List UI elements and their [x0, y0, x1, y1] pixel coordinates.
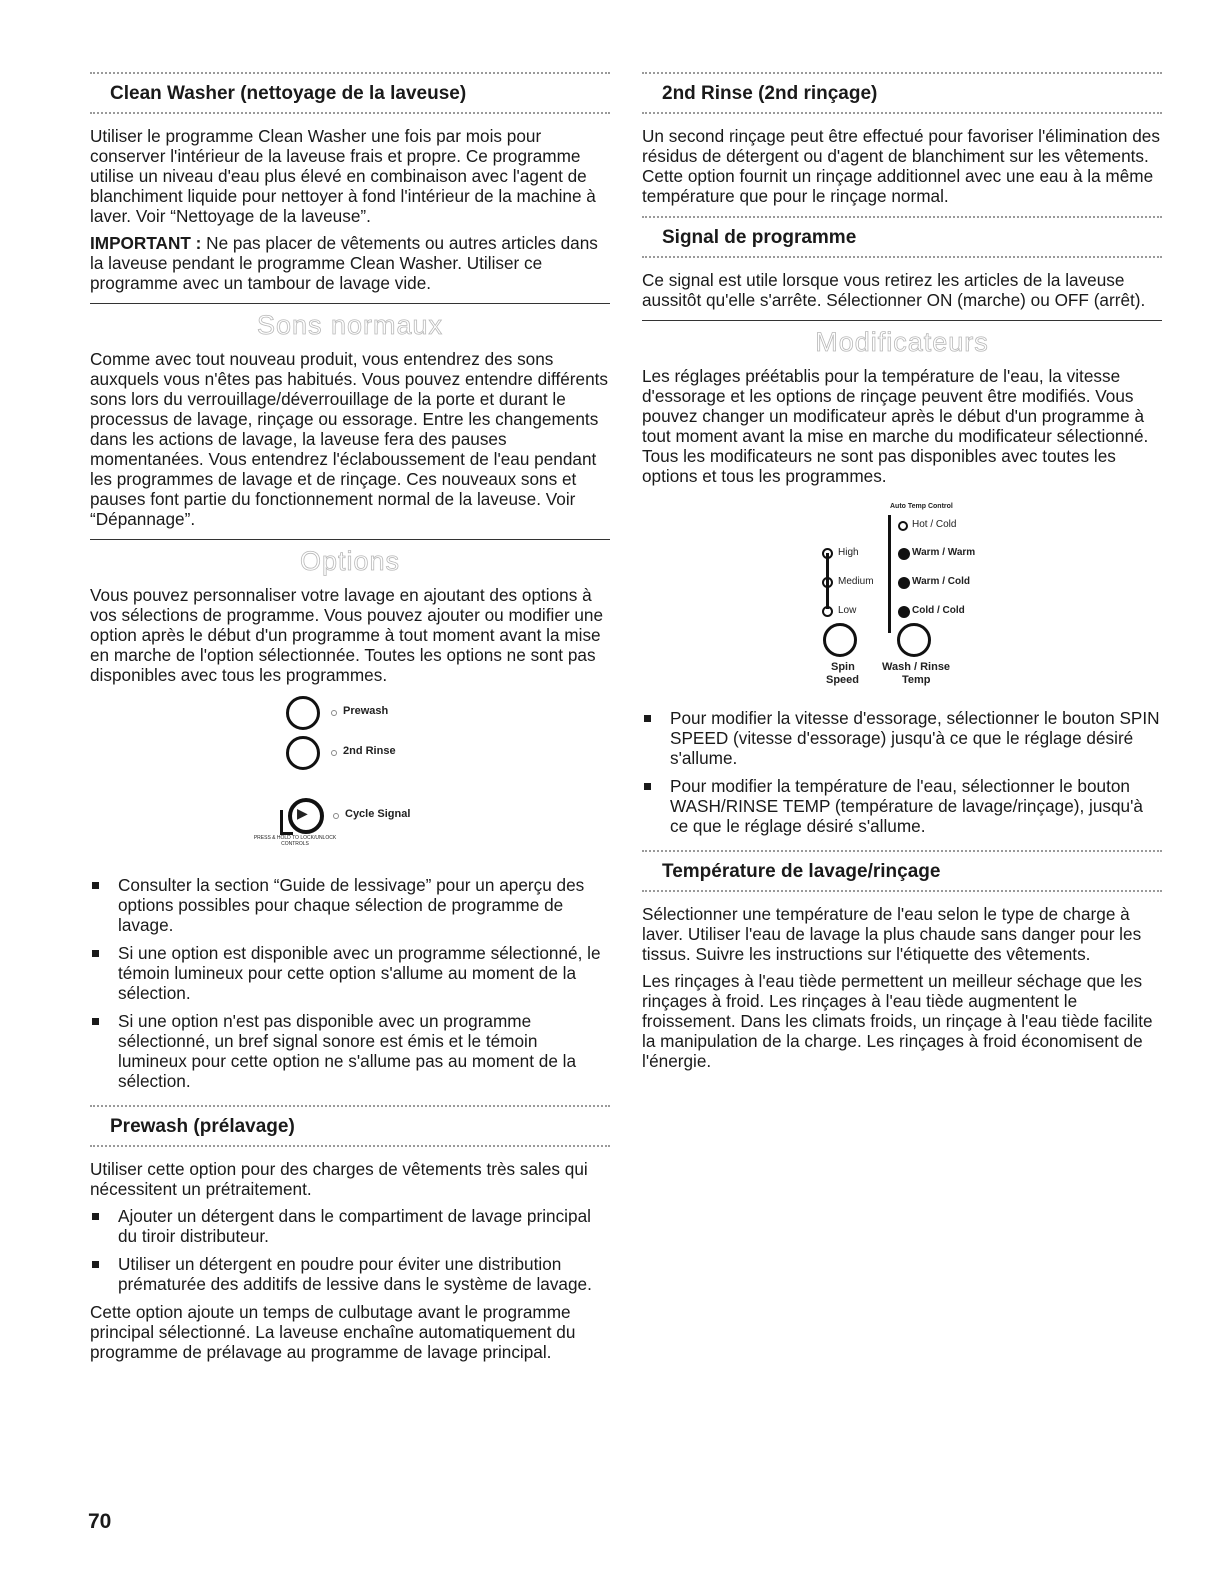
prewash-label: Prewash	[343, 705, 389, 717]
speaker-icon: ▶	[297, 805, 308, 821]
hot-cold-label: Hot / Cold	[912, 519, 957, 530]
bullet-icon	[92, 882, 99, 889]
left-column	[90, 72, 610, 1369]
medium-label: Medium	[838, 576, 874, 587]
lock-bracket-icon	[280, 810, 293, 835]
spin-label: Spin	[831, 661, 855, 673]
list-item	[90, 1254, 610, 1294]
warm-cold-label: Warm / Cold	[912, 576, 970, 587]
section-divider	[90, 539, 610, 540]
cold-cold-indicator-icon	[898, 606, 910, 618]
wash-rinse-label: Wash / Rinse	[882, 661, 951, 673]
prewash-text: Utiliser cette option pour des charges de vêtements très sales qui nécessitent un prétraitement.	[90, 1159, 588, 1199]
signal-text: Ce signal est utile lorsque vous retirez les articles de la laveuse aussitôt qu'elle s'arrête. Sélectionner ON (marche) ou OFF (arrêt).	[642, 270, 1146, 310]
high-indicator-icon	[822, 548, 833, 559]
low-indicator-icon	[822, 606, 833, 617]
bullet-icon	[644, 783, 651, 790]
list-item-text: Si une option est disponible avec un programme sélectionné, le témoin lumineux pour cette option s'allume au moment de la sélection.	[118, 943, 601, 1003]
prewash-indicator-icon	[331, 710, 337, 716]
dotted-rule	[642, 112, 1162, 114]
hot-cold-indicator-icon	[898, 521, 908, 531]
medium-indicator-icon	[822, 577, 833, 588]
low-label: Low	[838, 605, 857, 616]
clean-washer-heading: Clean Washer (nettoyage de la laveuse)	[110, 83, 467, 104]
temperature-text: Sélectionner une température de l'eau selon le type de charge à laver. Utiliser l'eau de lavage la plus chaude sans danger pour les tissus. Suivre les instructions sur l'étiquette des vêtements.	[642, 904, 1142, 964]
prewash-bullet-list	[90, 1206, 610, 1294]
spin-speed-button-icon	[823, 623, 857, 657]
dotted-rule	[642, 890, 1162, 892]
bullet-icon	[92, 950, 99, 957]
speed-label: Speed	[826, 674, 860, 686]
modifiers-panel-figure	[642, 493, 1162, 698]
auto-temp-label: Auto Temp Control	[890, 503, 953, 510]
second-rinse-indicator-icon	[331, 750, 337, 756]
high-label: High	[838, 547, 859, 558]
second-rinse-text: Un second rinçage peut être effectué pour favoriser l'élimination des résidus de détergent ou d'agent de blanchiment sur les vêtements. Cette option fournit un rinçage additionnel avec une eau à la même température que pour le rinçage normal.	[642, 126, 1160, 206]
sons-normaux-title: Sons normaux	[256, 310, 444, 340]
bullet-icon	[92, 1018, 99, 1025]
modificateurs-title: Modificateurs	[815, 327, 989, 357]
dotted-rule	[642, 256, 1162, 258]
options-text: Vous pouvez personnaliser votre lavage en ajoutant des options à vos sélections de programme. Vous pouvez ajouter ou modifier une option après le début d'un programme à tout moment avant la mise en marche de l'option sélectionnée. Toutes les options ne sont pas disponibles avec tous les programmes.	[90, 585, 604, 685]
wash-rinse-temp-button-icon	[897, 623, 931, 657]
lock-controls-caption: PRESS & HOLD TO LOCK/UNLOCK CONTROLS	[253, 835, 337, 847]
options-title: Options	[299, 546, 401, 576]
list-item	[90, 875, 610, 935]
page-number: 70	[88, 1510, 112, 1533]
prewash-text-2: Cette option ajoute un temps de culbutage avant le programme principal sélectionné. La laveuse enchaîne automatiquement du programme de prélavage au programme de lavage principal.	[90, 1302, 576, 1362]
prewash-heading: Prewash (prélavage)	[110, 1116, 295, 1137]
list-item	[90, 1206, 610, 1246]
list-item-text: Consulter la section “Guide de lessivage” pour un aperçu des options possibles pour chaque sélection de programme de lavage.	[118, 875, 585, 935]
options-panel-figure	[90, 692, 610, 867]
modifiers-bullet-list	[642, 708, 1162, 836]
cycle-signal-label: Cycle Signal	[345, 808, 411, 820]
second-rinse-heading: 2nd Rinse (2nd rinçage)	[662, 83, 878, 104]
list-item	[642, 776, 1162, 836]
second-rinse-button-icon	[286, 736, 320, 770]
dotted-rule	[90, 112, 610, 114]
bullet-icon	[92, 1213, 99, 1220]
section-divider	[90, 303, 610, 304]
list-item-text: Utiliser un détergent en poudre pour éviter une distribution prématurée des additifs de lessive dans le système de lavage.	[118, 1254, 592, 1294]
important-label: IMPORTANT :	[90, 233, 202, 253]
warm-warm-indicator-icon	[898, 548, 910, 560]
cycle-signal-indicator-icon	[333, 813, 339, 819]
temperature-heading: Température de lavage/rinçage	[662, 861, 941, 882]
dotted-rule	[90, 1145, 610, 1147]
list-item-text: Ajouter un détergent dans le compartiment de lavage principal du tiroir distributeur.	[118, 1206, 591, 1246]
temp-label: Temp	[902, 674, 931, 686]
list-item	[90, 1011, 610, 1091]
temp-connector-line	[888, 515, 891, 633]
bullet-icon	[644, 715, 651, 722]
list-item	[90, 943, 610, 1003]
second-rinse-label: 2nd Rinse	[343, 745, 396, 757]
cold-cold-label: Cold / Cold	[912, 605, 965, 616]
important-note	[90, 233, 610, 293]
clean-washer-text: Utiliser le programme Clean Washer une fois par mois pour conserver l'intérieur de la laveuse frais et propre. Ce programme utilise un niveau d'eau plus élevé en combinaison avec l'agent de blanchiment liquide pour nettoyer à fond l'intérieur de la machine à laver. Voir “Nettoyage de la laveuse”.	[90, 126, 596, 226]
right-column	[642, 72, 1162, 1078]
options-bullet-list	[90, 875, 610, 1091]
warm-warm-label: Warm / Warm	[912, 547, 976, 558]
list-item	[642, 708, 1162, 768]
bullet-icon	[92, 1261, 99, 1268]
warm-cold-indicator-icon	[898, 577, 910, 589]
signal-heading: Signal de programme	[662, 227, 857, 248]
prewash-button-icon	[286, 696, 320, 730]
sons-normaux-text: Comme avec tout nouveau produit, vous entendrez des sons auxquels vous n'êtes pas habitués. Vous pouvez entendre différents sons lors du verrouillage/déverrouillage de la porte et durant le processus de lavage, rinçage ou essorage. Entre les changements dans les actions de lavage, la laveuse fera des pauses momentanées. Vous entendrez l'éclaboussement de l'eau pendant les programmes de lavage et de rinçage. Ces nouveaux sons et pauses font partie du fonctionnement normal de la laveuse. Voir “Dépannage”.	[90, 349, 608, 529]
important-text: Ne pas placer de vêtements ou autres articles dans la laveuse pendant le programme Clean Washer. Utiliser ce programme avec un tambour de lavage vide.	[90, 233, 598, 293]
modificateurs-text: Les réglages préétablis pour la température de l'eau, la vitesse d'essorage et les options de rinçage peuvent être modifiés. Vous pouvez changer un modificateur après le début d'un programme à tout moment avant la mise en marche du modificateur sélectionné. Tous les modificateurs ne sont pas disponibles avec toutes les options et tous les programmes.	[642, 366, 1149, 486]
list-item-text: Si une option n'est pas disponible avec un programme sélectionné, un bref signal sonore est émis et le témoin lumineux pour cette option ne s'allume pas au moment de la sélection.	[118, 1011, 577, 1091]
section-divider	[642, 320, 1162, 321]
list-item-text: Pour modifier la température de l'eau, sélectionner le bouton WASH/RINSE TEMP (température de lavage/rinçage), jusqu'à ce que le réglage désiré s'allume.	[670, 776, 1143, 836]
list-item-text: Pour modifier la vitesse d'essorage, sélectionner le bouton SPIN SPEED (vitesse d'essorage) jusqu'à ce que le réglage désiré s'allume.	[670, 708, 1160, 768]
temperature-text-2: Les rinçages à l'eau tiède permettent un meilleur séchage que les rinçages à froid. Les rinçages à l'eau tiède augmentent le froissement. Dans les climats froids, un rinçage à l'eau tiède facilite la manipulation de la charge. Les rinçages à froid économisent de l'énergie.	[642, 971, 1153, 1071]
